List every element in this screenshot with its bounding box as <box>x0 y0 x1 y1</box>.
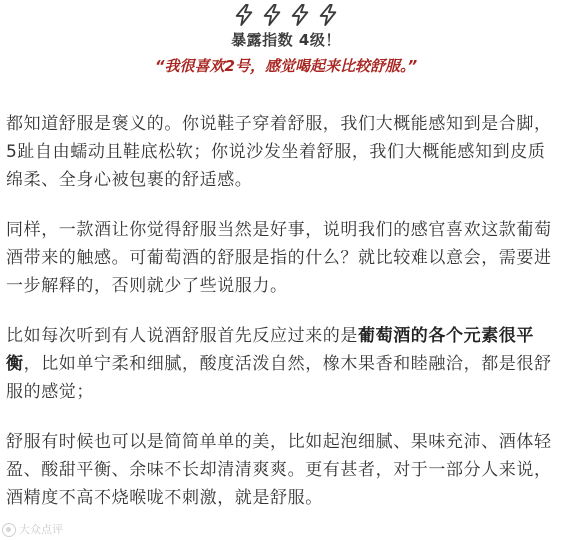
lightning-bolt-icon <box>289 4 311 26</box>
highlight-quote: “我很喜欢2号，感觉喝起来比较舒服。” <box>154 57 418 75</box>
paragraph-wine-comfort: 同样，一款酒让你觉得舒服当然是好事，说明我们的感官喜欢这款葡萄酒带来的触感。可葡萄酒的舒服是指的什么？就比较难以意会，需要进一步解释的，否则就少了些说服力。 <box>6 220 552 296</box>
paragraph-balance <box>6 322 562 406</box>
article-header <box>0 4 572 76</box>
exposure-level-title: 暴露指数 4级！ <box>231 31 341 49</box>
dianping-logo-icon <box>2 523 16 537</box>
exposure-rating-bolts <box>0 4 572 26</box>
paragraph-balance-emphasis: 葡萄酒的各个元素很平衡 <box>6 326 534 374</box>
lightning-bolt-icon <box>233 4 255 26</box>
paragraph-comfort-meaning: 都知道舒服是褒义的。你说鞋子穿着舒服，我们大概能感知到是合脚，5趾自由蠕动且鞋底松软；你说沙发坐着舒服，我们大概能感知到皮质绵柔、全身心被包裹的舒适感。 <box>6 114 552 190</box>
article-body <box>6 110 562 534</box>
paragraph-balance-tail: ，比如单宁柔和细腻，酸度活泼自然，橡木果香和睦融洽，都是很舒服的感觉； <box>6 354 552 402</box>
watermark-text: 大众点评 <box>19 523 63 536</box>
paragraph-simple-beauty: 舒服有时候也可以是简简单单的美，比如起泡细腻、果味充沛、酒体轻盈、酸甜平衡、余味不长却清清爽爽。更有甚者，对于一部分人来说，酒精度不高不烧喉咙不刺激，就是舒服。 <box>6 432 552 508</box>
watermark <box>2 523 63 537</box>
lightning-bolt-icon <box>261 4 283 26</box>
paragraph-balance-lead: 比如每次听到有人说酒舒服首先反应过来的是 <box>6 326 358 346</box>
lightning-bolt-icon <box>317 4 339 26</box>
